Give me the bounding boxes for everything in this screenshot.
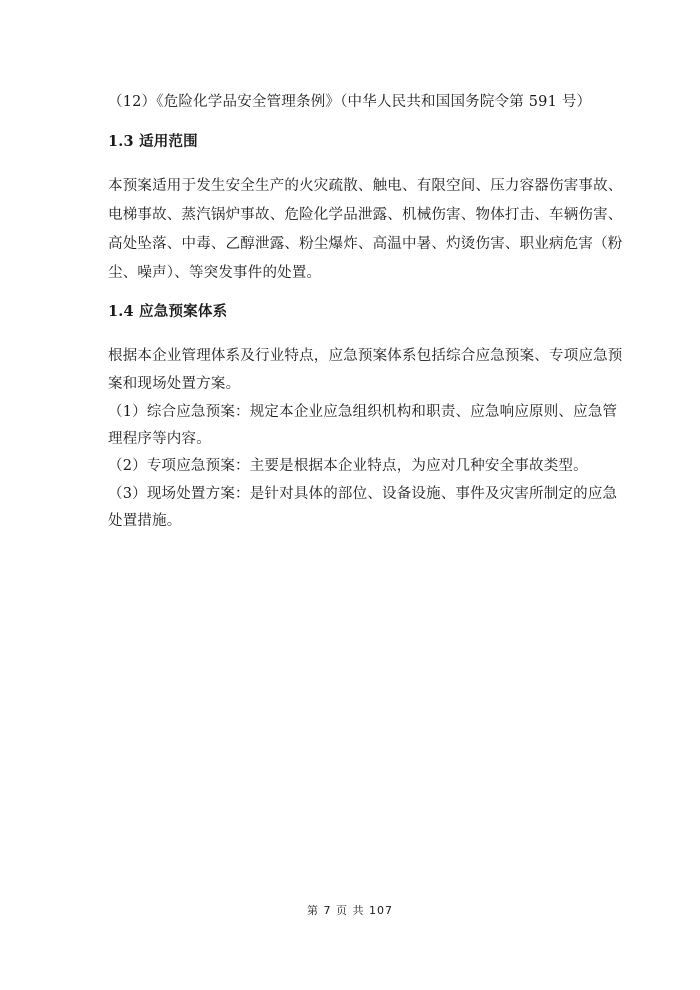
paragraph-line: 案和现场处置方案。 bbox=[108, 376, 241, 392]
regulation-item-12: （12）《危险化学品安全管理条例》（中华人民共和国国务院令第 591 号） bbox=[108, 94, 592, 110]
paragraph-line: 本预案适用于发生安全生产的火灾疏散、触电、有限空间、压力容器伤害事故、 bbox=[108, 178, 623, 194]
section-heading-1-4: 1.4 应急预案体系 bbox=[108, 303, 228, 320]
paragraph-line: 根据本企业管理体系及行业特点，应急预案体系包括综合应急预案、专项应急预 bbox=[108, 348, 623, 364]
list-item-1: （1）综合应急预案：规定本企业应急组织机构和职责、应急响应原则、应急管 bbox=[108, 404, 618, 420]
list-item-3-cont: 处置措施。 bbox=[108, 513, 182, 529]
list-item-2: （2）专项应急预案：主要是根据本企业特点，为应对几种安全事故类型。 bbox=[108, 458, 588, 474]
section-heading-1-3: 1.3 适用范围 bbox=[108, 133, 198, 150]
page-number-footer: 第 7 页 共 107 bbox=[307, 904, 393, 917]
list-item-1-cont: 理程序等内容。 bbox=[108, 431, 211, 447]
paragraph-line: 电梯事故、蒸汽锅炉事故、危险化学品泄露、机械伤害、物体打击、车辆伤害、 bbox=[108, 207, 623, 223]
list-item-3: （3）现场处置方案：是针对具体的部位、设备设施、事件及灾害所制定的应急 bbox=[108, 486, 618, 502]
paragraph-line: 高处坠落、中毒、乙醇泄露、粉尘爆炸、高温中暑、灼烫伤害、职业病危害（粉 bbox=[108, 236, 623, 252]
paragraph-line: 尘、噪声）、等突发事件的处置。 bbox=[108, 265, 322, 281]
